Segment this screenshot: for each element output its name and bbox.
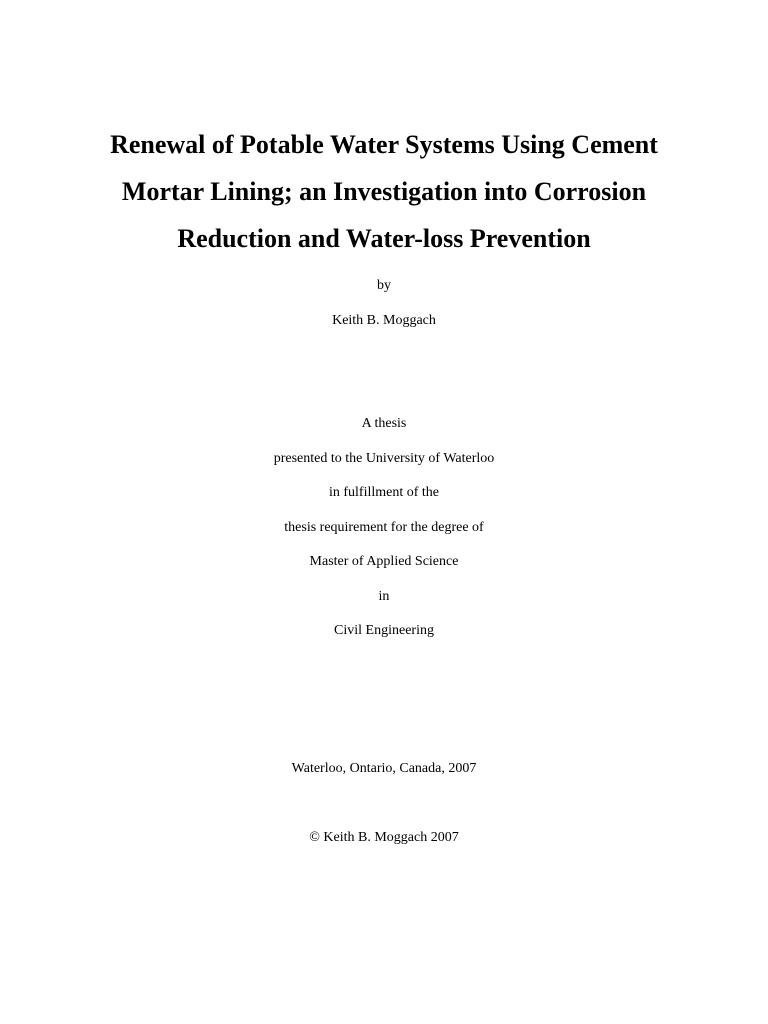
statement-line-1: A thesis: [361, 416, 407, 431]
statement-line-4: thesis requirement for the degree of: [284, 520, 484, 535]
thesis-title-line-2: Mortar Lining; an Investigation into Corrosion: [121, 177, 647, 206]
by-label: by: [377, 278, 391, 293]
author-name: Keith B. Moggach: [332, 313, 436, 328]
statement-line-6: in: [378, 589, 390, 604]
place-and-date: Waterloo, Ontario, Canada, 2007: [291, 761, 477, 776]
copyright-notice: © Keith B. Moggach 2007: [309, 830, 459, 845]
thesis-title-line-3: Reduction and Water-loss Prevention: [177, 224, 591, 253]
degree-name: Master of Applied Science: [309, 554, 459, 569]
discipline-name: Civil Engineering: [334, 623, 434, 638]
statement-line-3: in fulfillment of the: [328, 485, 440, 500]
statement-line-2: presented to the University of Waterloo: [273, 451, 495, 466]
thesis-title-line-1: Renewal of Potable Water Systems Using Cement: [110, 130, 658, 159]
